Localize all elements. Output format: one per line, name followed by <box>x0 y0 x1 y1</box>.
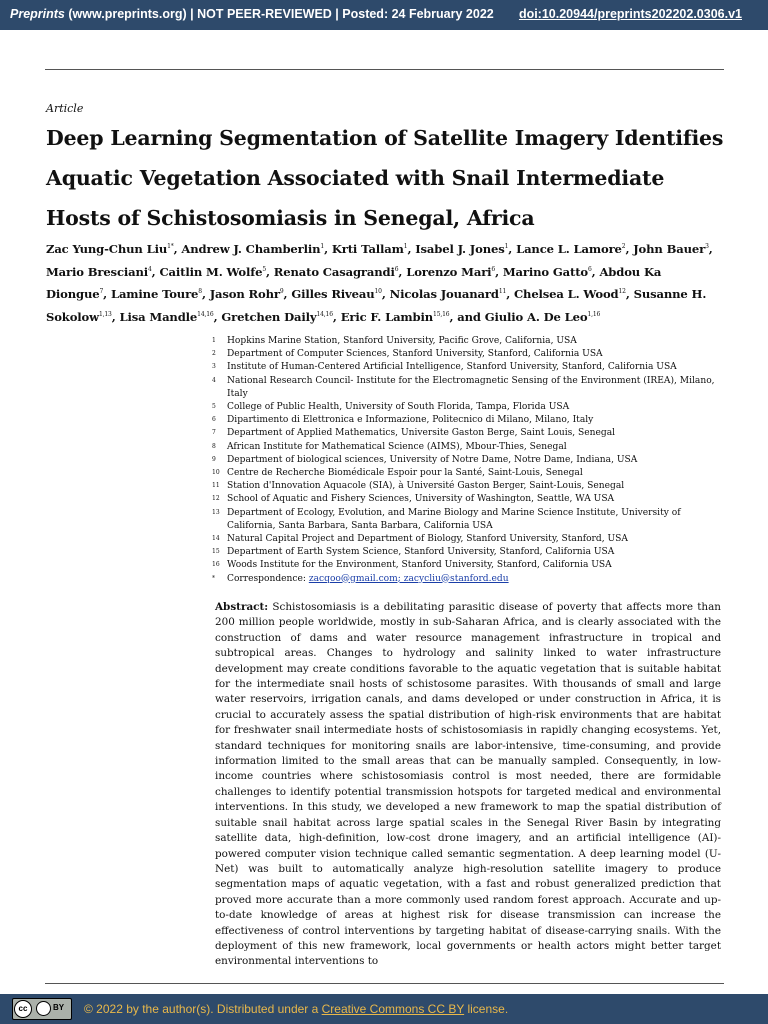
affiliation-item <box>212 559 722 572</box>
author <box>159 265 266 279</box>
affiliation-item <box>212 454 722 467</box>
affiliation-item <box>212 401 722 414</box>
author-affiliation-number: 2 <box>621 243 626 250</box>
author-name: Andrew J. Chamberlin <box>181 241 321 256</box>
author-name: Chelsea L. Wood <box>513 287 619 302</box>
affiliation-number: 12 <box>212 495 220 503</box>
author-affiliation-number: 1* <box>167 243 174 250</box>
correspondence <box>212 573 722 586</box>
author-name: and Giulio A. De Leo <box>457 309 588 324</box>
affiliation-number: 6 <box>212 416 216 424</box>
abstract-text: Schistosomiasis is a debilitating parasitic disease of poverty that affects more than 200 million people worldwide, mostly in sub-Saharan Africa, and is clearly associated with the construction of dams and water resource management infrastructure in tropical and subtropical areas. Changes to hydrology and salinity linked to water infrastructure development may create conditions favorable to the aquatic vegetation that is suitable habitat for the intermediate snail hosts of schistosome parasites. With thousands of small and large water reservoirs, irrigation canals, and dams developed or under construction in Africa, it is crucial to accurately assess the spatial distribution of high-risk environments that are habitat for freshwater snail intermediate hosts of schistosomiasis in rapidly changing ecosystems. Yet, standard techniques for monitoring snails are labor-intensive, time-consuming, and provide information limited to the small areas that can be manually sampled. Consequently, in low-income countries where schistosomiasis control is most needed, there are formidable challenges to identify potential transmission hotspots for targeted medical and environmental interventions. In this study, we developed a new framework to map the spatial distribution of suitable snail habitat across large spatial scales in the Senegal River Basin by integrating satellite data, high-definition, low-cost drone imagery, and an artificial intelligence (AI)-powered computer vision technique called semantic segmentation. A deep learning model (U-Net) was built to automatically analyze high-resolution satellite imagery to produce segmentation maps of aquatic vegetation, with a fast and robust generalized prediction that proved more accurate than a more commonly used random forest approach. Accurate and up-to-date knowledge of areas at highest risk for disease transmission can increase the effectiveness of control interventions by targeting habitat of disease-carrying snails. With the deployment of this new framework, local governments or health actors might better target environmental interventions to <box>215 601 721 968</box>
affiliation-item <box>212 361 722 374</box>
affiliation-number: 5 <box>212 403 216 411</box>
affiliation-number: 13 <box>212 508 220 516</box>
author-name: John Bauer <box>633 241 706 256</box>
affiliation-text: Institute of Human-Centered Artificial Intelligence, Stanford University, Stanford, California USA <box>227 362 677 373</box>
abstract <box>215 600 721 970</box>
affiliation-text: Station d'Innovation Aquacole (SIA), à Université Gaston Berger, Saint-Louis, Senegal <box>227 481 625 492</box>
author-affiliation-number: 6 <box>394 265 399 273</box>
affiliation-number: 3 <box>212 363 216 371</box>
affiliation-number: 9 <box>212 455 216 463</box>
cc-license-badge[interactable] <box>12 998 72 1020</box>
author-affiliation-number: 9 <box>279 288 284 296</box>
affiliation-text: National Research Council- Institute for the Electromagnetic Sensing of the Environment (IREA), Milano, Italy <box>227 375 715 399</box>
affiliation-item <box>212 507 722 533</box>
author-affiliation-number: 1 <box>504 243 509 250</box>
author-name: Mario Bresciani <box>46 264 148 279</box>
affiliation-item <box>212 546 722 559</box>
author-name: Renato Casagrandi <box>273 264 395 279</box>
abstract-label: Abstract: <box>215 601 269 613</box>
author-name: Krti Tallam <box>331 241 404 256</box>
author-name: Lance L. Lamore <box>516 241 622 256</box>
affiliation-item <box>212 414 722 427</box>
affiliation-number: 8 <box>212 442 216 450</box>
correspondence-mark: * <box>212 574 215 582</box>
affiliation-item <box>212 427 722 440</box>
affiliation-item <box>212 375 722 401</box>
affiliation-list <box>212 335 722 586</box>
correspondence-label: Correspondence: <box>227 573 309 584</box>
cc-icon: cc <box>14 1000 32 1018</box>
affiliation-item <box>212 480 722 493</box>
author-affiliation-number: 10 <box>374 288 382 296</box>
affiliation-number: 1 <box>212 337 216 344</box>
author-affiliation-number: 14,16 <box>197 310 214 318</box>
license-suffix: license. <box>464 1002 509 1016</box>
author-name: Eric F. Lambin <box>340 309 434 324</box>
affiliation-number: 10 <box>212 469 220 477</box>
affiliation-text: Natural Capital Project and Department of Biology, Stanford University, Stanford, USA <box>227 534 628 545</box>
author-affiliation-number: 5 <box>262 265 266 273</box>
author-list: Zac Yung-Chun Liu$^{1*}$, Andrew J. Chamberlin$^1$, Krti Tallam$^1$, Isabel J. Jones$^1$, Lance L. Lamore$^2$, John Bauer$^3$, Mario Bresciani$^4$, Caitlin M. Wolfe$^5$, Renato Casagrandi$^6$, Lorenzo Mari$^6$, Marino Gatto$^6$, Abdou Ka Diongue$^7$, Lamine Toure$^8$, Jason Rohr$^9$, Gilles Riveau$^{10}$, Nicolas Jouanard$^{11}$, Chelsea L. Wood$^{12}$, Susanne H. Sokolow$^{1,13}$, Lisa Mandle$^{14,16}$, Gretchen Daily$^{14,16}$, Eric F. Lambin$^{15,16}$, and Giulio A. De Leo$^{1,16}$ <box>46 241 713 324</box>
author-affiliation-number: 14,16 <box>316 310 333 318</box>
author-name: Abdou Ka Diongue <box>46 264 662 302</box>
doi-link[interactable]: doi:10.20944/preprints202202.0306.v1 <box>518 7 742 21</box>
author <box>210 287 284 301</box>
author-name: Nicolas Jouanard <box>389 287 499 302</box>
affiliation-text: Hopkins Marine Station, Stanford University, Pacific Grove, California, USA <box>227 336 577 346</box>
author-affiliation-number: 6 <box>588 265 592 273</box>
affiliation-number: 7 <box>212 429 216 437</box>
affiliation-number: 2 <box>212 350 216 358</box>
author <box>516 242 625 256</box>
author <box>221 310 333 324</box>
affiliation-number: 4 <box>212 376 216 384</box>
author-name: Susanne H. Sokolow <box>46 287 707 324</box>
copyright-prefix: © 2022 by the author(s). Distributed under a <box>84 1002 322 1016</box>
author-name: Marino Gatto <box>502 264 588 279</box>
affiliation-text: Department of Computer Sciences, Stanford University, Stanford, California USA <box>227 349 603 360</box>
author-name: Isabel J. Jones <box>415 241 505 256</box>
author-affiliation-number: 7 <box>99 288 104 296</box>
author-affiliation-number: 1,13 <box>98 310 112 318</box>
author-affiliation-number: 3 <box>705 243 709 250</box>
author <box>457 310 600 324</box>
footer-divider <box>45 983 724 984</box>
affiliation-item <box>212 348 722 361</box>
author <box>415 242 508 256</box>
author-name: Lisa Mandle <box>119 309 198 324</box>
preprint-status: (www.preprints.org) | NOT PEER-REVIEWED | Posted: 24 February 2022 <box>64 7 494 21</box>
affiliation-number: 15 <box>212 548 220 556</box>
header-divider <box>45 69 724 70</box>
author-affiliation-number: 1 <box>403 243 408 250</box>
affiliation-number: 16 <box>212 561 220 569</box>
author <box>291 287 382 301</box>
author-name: Lorenzo Mari <box>406 264 492 279</box>
author <box>503 265 592 279</box>
author <box>633 242 709 256</box>
affiliation-text: African Institute for Mathematical Science (AIMS), Mbour-Thies, Senegal <box>227 441 567 452</box>
author-name: Lamine Toure <box>110 287 199 302</box>
correspondence-email-link[interactable]: zacqoo@gmail.com; zacycliu@stanford.edu <box>308 573 509 584</box>
article-type-label: Article <box>46 102 84 115</box>
author-affiliation-number: 1,16 <box>587 310 601 318</box>
copyright-text <box>84 1002 508 1016</box>
affiliation-text: Department of biological sciences, University of Notre Dame, Notre Dame, Indiana, USA <box>227 454 638 465</box>
author-name: Jason Rohr <box>209 287 280 302</box>
affiliation-item <box>212 335 722 348</box>
affiliation-text: Woods Institute for the Environment, Stanford University, Stanford, California USA <box>227 560 612 571</box>
affiliation-text: College of Public Health, University of South Florida, Tampa, Florida USA <box>227 402 570 413</box>
preprint-header-bar <box>0 0 768 30</box>
by-label: BY <box>53 1003 65 1012</box>
author-affiliation-number: 15,16 <box>433 310 450 318</box>
author <box>341 310 450 324</box>
author-affiliation-number: 6 <box>491 265 496 273</box>
author-name: Zac Yung-Chun Liu <box>46 241 168 256</box>
affiliation-text: Department of Applied Mathematics, Universite Gaston Berge, Saint Louis, Senegal <box>227 428 616 439</box>
affiliation-number: 14 <box>212 535 220 543</box>
author <box>46 242 174 256</box>
affiliation-item <box>212 441 722 454</box>
affiliation-number: 11 <box>212 482 220 490</box>
author-affiliation-number: 1 <box>320 243 325 250</box>
license-footer <box>0 994 768 1024</box>
affiliation-item <box>212 467 722 480</box>
affiliation-item <box>212 493 722 506</box>
preprint-header-info <box>10 7 494 21</box>
affiliation-text: Department of Earth System Science, Stanford University, Stanford, California USA <box>227 547 615 558</box>
author-name: Gilles Riveau <box>291 287 375 302</box>
author-affiliation-number: 11 <box>498 288 507 296</box>
author-affiliation-number: 8 <box>198 288 202 296</box>
author <box>274 265 399 279</box>
author <box>120 310 214 324</box>
author <box>181 242 324 256</box>
author <box>46 265 152 279</box>
author <box>111 287 202 301</box>
author <box>390 287 507 301</box>
author-name: Caitlin M. Wolfe <box>159 264 263 279</box>
affiliation-text: School of Aquatic and Fishery Sciences, University of Washington, Seattle, WA USA <box>227 494 615 505</box>
affiliation-text: Department of Ecology, Evolution, and Marine Biology and Marine Science Institute, University of California, Santa Barbara, Santa Barbara, California USA <box>227 507 681 531</box>
author-affiliation-number: 4 <box>148 265 152 273</box>
preprints-brand[interactable]: Preprints <box>10 7 65 21</box>
author <box>332 242 408 256</box>
author <box>514 287 626 301</box>
affiliation-text: Dipartimento di Elettronica e Informazione, Politecnico di Milano, Milano, Italy <box>227 415 594 426</box>
affiliation-item <box>212 533 722 546</box>
paper-title: Deep Learning Segmentation of Satellite Imagery Identifies Aquatic Vegetation Associated with Snail Intermediate Hosts of Schistosomiasis in Senegal, Africa <box>46 126 724 230</box>
author-name: Gretchen Daily <box>221 309 317 324</box>
author-affiliation-number: 12 <box>618 288 626 296</box>
affiliation-text: Centre de Recherche Biomédicale Espoir pour la Santé, Saint-Louis, Senegal <box>227 468 583 479</box>
author <box>406 265 495 279</box>
license-link[interactable]: Creative Commons CC BY <box>321 1002 465 1016</box>
attribution-icon <box>36 1001 51 1016</box>
